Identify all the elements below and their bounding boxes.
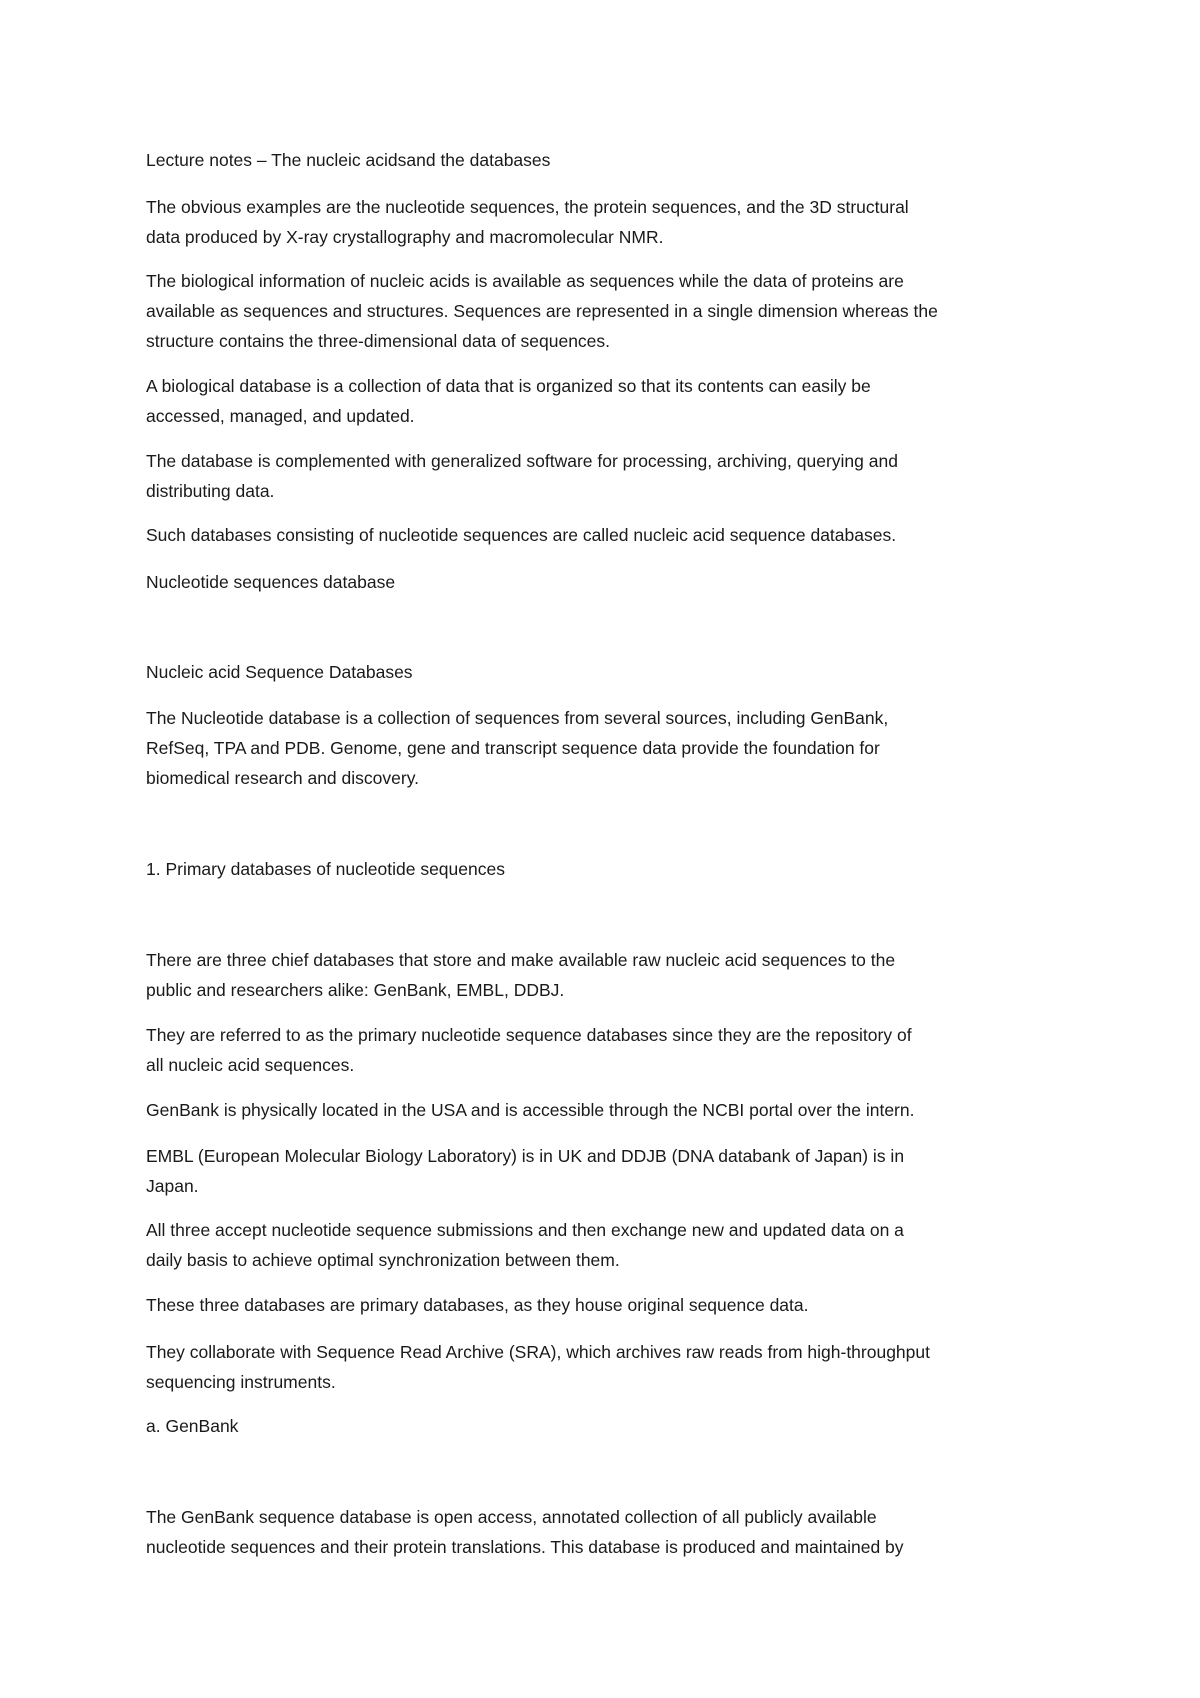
text-line: These three databases are primary databases, as they house original sequence data. [146, 1295, 809, 1315]
paragraph [146, 1095, 1076, 1125]
section-heading [146, 854, 1076, 884]
text-line: public and researchers alike: GenBank, EMBL, DDBJ. [146, 980, 565, 1000]
text-line: data produced by X-ray crystallography and macromolecular NMR. [146, 227, 664, 247]
text-line: EMBL (European Molecular Biology Laboratory) is in UK and DDJB (DNA databank of Japan) is in [146, 1146, 905, 1166]
paragraph [146, 1141, 1076, 1201]
paragraph [146, 1337, 1076, 1397]
paragraph [146, 945, 1076, 1005]
document-title [146, 145, 1076, 175]
text-line: Nucleic acid Sequence Databases [146, 662, 413, 682]
text-line: structure contains the three-dimensional data of sequences. [146, 331, 611, 351]
text-line: The GenBank sequence database is open access, annotated collection of all publicly available [146, 1507, 877, 1527]
text-line: All three accept nucleotide sequence submissions and then exchange new and updated data on a [146, 1220, 904, 1240]
text-line: RefSeq, TPA and PDB. Genome, gene and transcript sequence data provide the foundation for [146, 738, 880, 758]
text-line: The obvious examples are the nucleotide sequences, the protein sequences, and the 3D structural [146, 197, 909, 217]
text-line: The database is complemented with generalized software for processing, archiving, querying and [146, 451, 898, 471]
paragraph [146, 1502, 1076, 1562]
text-line: There are three chief databases that store and make available raw nucleic acid sequences to the [146, 950, 896, 970]
text-line: The Nucleotide database is a collection of sequences from several sources, including GenBank, [146, 708, 889, 728]
paragraph [146, 520, 1076, 550]
text-line: Japan. [146, 1176, 199, 1196]
text-line: accessed, managed, and updated. [146, 406, 415, 426]
text-line: biomedical research and discovery. [146, 768, 420, 788]
section-heading [146, 567, 1076, 597]
paragraph [146, 192, 1076, 252]
text-line: daily basis to achieve optimal synchronization between them. [146, 1250, 620, 1270]
text-line: They are referred to as the primary nucleotide sequence databases since they are the repository of [146, 1025, 912, 1045]
text-line: all nucleic acid sequences. [146, 1055, 355, 1075]
section-heading [146, 1411, 1076, 1441]
text-line: distributing data. [146, 481, 275, 501]
paragraph [146, 1290, 1076, 1320]
text-line: Such databases consisting of nucleotide sequences are called nucleic acid sequence databases. [146, 525, 897, 545]
paragraph [146, 1020, 1076, 1080]
paragraph [146, 703, 1076, 793]
text-line: GenBank is physically located in the USA and is accessible through the NCBI portal over the intern. [146, 1100, 915, 1120]
paragraph [146, 446, 1076, 506]
text-line: Nucleotide sequences database [146, 572, 396, 592]
text-line: A biological database is a collection of data that is organized so that its contents can easily be [146, 376, 871, 396]
text-line: a. GenBank [146, 1416, 239, 1436]
paragraph [146, 1215, 1076, 1275]
text-line: Lecture notes – The nucleic acidsand the databases [146, 150, 551, 170]
text-line: available as sequences and structures. Sequences are represented in a single dimension whereas the [146, 301, 938, 321]
text-line: The biological information of nucleic acids is available as sequences while the data of proteins are [146, 271, 904, 291]
text-line: They collaborate with Sequence Read Archive (SRA), which archives raw reads from high-throughput [146, 1342, 930, 1362]
section-heading [146, 657, 1076, 687]
paragraph [146, 266, 1076, 356]
text-line: nucleotide sequences and their protein translations. This database is produced and maintained by [146, 1537, 904, 1557]
paragraph [146, 371, 1076, 431]
text-line: sequencing instruments. [146, 1372, 336, 1392]
text-line: 1. Primary databases of nucleotide sequences [146, 859, 505, 879]
